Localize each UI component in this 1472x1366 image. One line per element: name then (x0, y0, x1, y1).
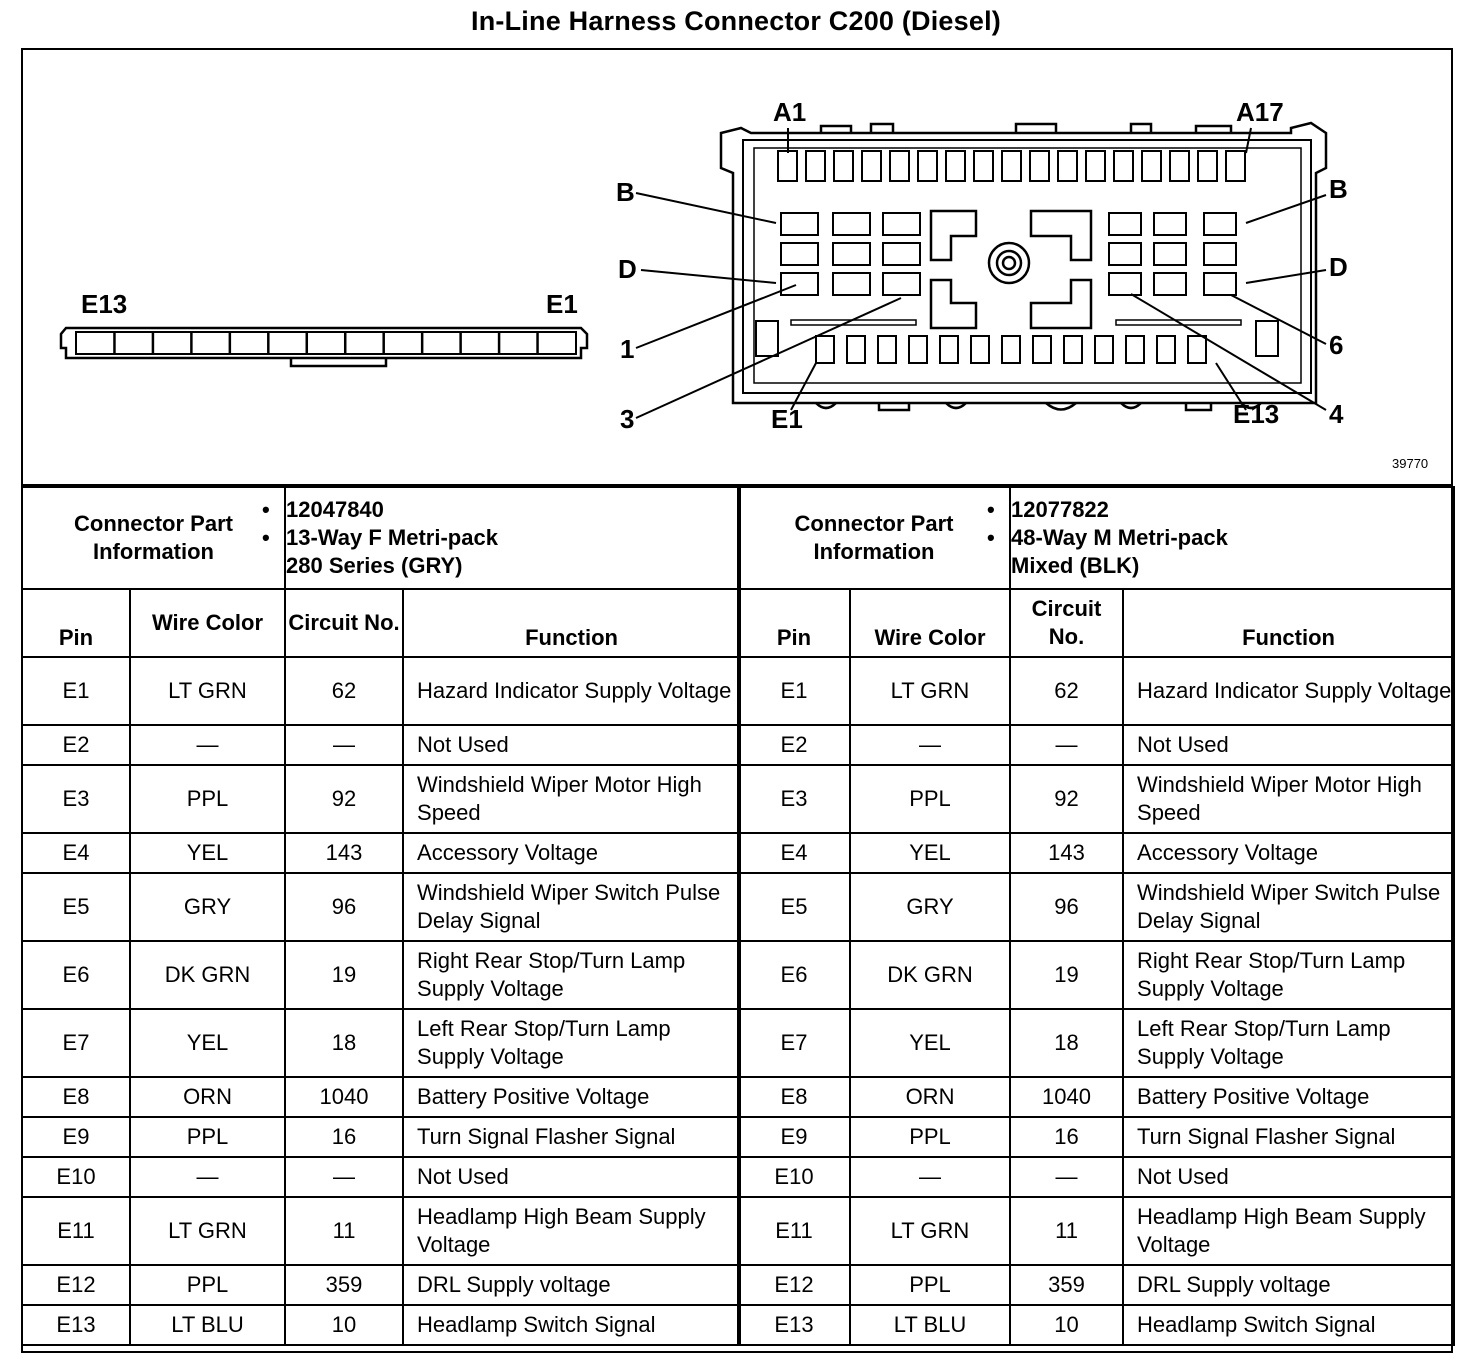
function-cell: DRL Supply voltage (403, 1265, 740, 1305)
pin-cell: E9 (738, 1117, 850, 1157)
label-e1: E1 (771, 404, 803, 434)
wire-color-cell: LT BLU (130, 1305, 285, 1345)
table-row (738, 941, 1454, 1009)
cavity-bd (1204, 243, 1236, 265)
cavity-e (816, 336, 834, 363)
wire-color-cell: YEL (130, 1009, 285, 1077)
circuit-cell: 19 (285, 941, 403, 1009)
circuit-cell: 359 (1010, 1265, 1123, 1305)
connector-type: • 13-Way F Metri-pack (286, 524, 739, 552)
cavity-bd (833, 213, 870, 235)
table-row (738, 1157, 1454, 1197)
cavity-a (918, 151, 937, 181)
cavity-a (1114, 151, 1133, 181)
circuit-cell: 62 (1010, 657, 1123, 725)
left-connector-label-e1: E1 (546, 289, 578, 319)
pin-cell: E7 (22, 1009, 130, 1077)
table-row (738, 725, 1454, 765)
pin-cell: E13 (22, 1305, 130, 1345)
cavity-e (940, 336, 958, 363)
figure-number: 39770 (1392, 456, 1429, 471)
label-e13: E13 (1233, 399, 1280, 429)
pin-cell: E8 (738, 1077, 850, 1117)
table-row (738, 1265, 1454, 1305)
part-number: • 12077822 (1011, 496, 1453, 524)
connector-info-label: Connector Part Information (22, 487, 285, 589)
label-d-left: D (618, 254, 637, 284)
function-cell: Windshield Wiper Switch Pulse Delay Signal (403, 873, 740, 941)
pin-cell: E8 (22, 1077, 130, 1117)
label-b-right: B (1329, 174, 1348, 204)
pin-cell: E4 (738, 833, 850, 873)
part-number: • 12047840 (286, 496, 739, 524)
function-cell: Windshield Wiper Motor High Speed (403, 765, 740, 833)
wire-color-cell: PPL (850, 1117, 1010, 1157)
table-body (22, 657, 740, 1345)
header-function: Function (1123, 589, 1454, 657)
header-wire-color: Wire Color (130, 589, 285, 657)
pinout-table-48-way (737, 486, 1455, 1346)
cavity-e (878, 336, 896, 363)
function-cell: Headlamp Switch Signal (1123, 1305, 1454, 1345)
table-row (738, 1077, 1454, 1117)
connector-diagram-area (21, 48, 1453, 486)
function-cell: Windshield Wiper Motor High Speed (1123, 765, 1454, 833)
cavity-e (1002, 336, 1020, 363)
pin-cell: E3 (22, 765, 130, 833)
cavity-a (1030, 151, 1049, 181)
connector-info-label: Connector Part Information (738, 487, 1010, 589)
cavity-e (909, 336, 927, 363)
cavity-a (778, 151, 797, 181)
table-row (22, 1157, 740, 1197)
circuit-cell: — (285, 1157, 403, 1197)
circuit-cell: 11 (285, 1197, 403, 1265)
cavity-bd (883, 243, 920, 265)
wire-color-cell: LT BLU (850, 1305, 1010, 1345)
cavity-bd (781, 213, 818, 235)
label-a1: A1 (773, 97, 807, 127)
circuit-cell: 18 (1010, 1009, 1123, 1077)
page-title: In-Line Harness Connector C200 (Diesel) (471, 6, 1001, 36)
pin-cell: E1 (738, 657, 850, 725)
pin-cell: E11 (22, 1197, 130, 1265)
connector-info-row (738, 487, 1454, 589)
pin-cell: E10 (738, 1157, 850, 1197)
circuit-cell: — (1010, 725, 1123, 765)
cavity-a (862, 151, 881, 181)
pin-cell: E2 (22, 725, 130, 765)
wire-color-cell: DK GRN (130, 941, 285, 1009)
function-cell: Headlamp Switch Signal (403, 1305, 740, 1345)
function-cell: Accessory Voltage (1123, 833, 1454, 873)
table-row (22, 1305, 740, 1345)
cavity-bd (1154, 273, 1186, 295)
circuit-cell: 92 (1010, 765, 1123, 833)
cavity-a (1058, 151, 1077, 181)
wire-color-cell: YEL (850, 833, 1010, 873)
function-cell: Accessory Voltage (403, 833, 740, 873)
pinout-table-13-way (21, 486, 741, 1346)
function-cell: Not Used (1123, 725, 1454, 765)
function-cell: Headlamp High Beam Supply Voltage (1123, 1197, 1454, 1265)
table-row (22, 1077, 740, 1117)
cavity-bd (1109, 243, 1141, 265)
wire-color-cell: PPL (850, 1265, 1010, 1305)
wire-color-cell: — (130, 1157, 285, 1197)
cavity-a (1170, 151, 1189, 181)
pin-cell: E5 (22, 873, 130, 941)
label-6: 6 (1329, 330, 1344, 360)
function-cell: Hazard Indicator Supply Voltage (1123, 657, 1454, 725)
wire-color-cell: LT GRN (850, 657, 1010, 725)
left-connector-pin-cells (114, 332, 537, 354)
function-cell: Not Used (403, 725, 740, 765)
wire-color-cell: PPL (130, 1117, 285, 1157)
cavity-e (1033, 336, 1051, 363)
wire-color-cell: ORN (850, 1077, 1010, 1117)
left-connector-13-way (61, 328, 587, 366)
table-row (738, 1009, 1454, 1077)
wire-color-cell: PPL (850, 765, 1010, 833)
circuit-cell: 143 (1010, 833, 1123, 873)
wire-color-cell: YEL (850, 1009, 1010, 1077)
table-row (22, 1197, 740, 1265)
header-row (738, 589, 1454, 657)
cavity-e (1095, 336, 1113, 363)
connector-diagram (21, 48, 1453, 486)
cavity-e (971, 336, 989, 363)
circuit-cell: 18 (285, 1009, 403, 1077)
table-row (22, 765, 740, 833)
label-1: 1 (620, 334, 635, 364)
wire-color-cell: GRY (130, 873, 285, 941)
label-a17: A17 (1236, 97, 1284, 127)
table-row (22, 1009, 740, 1077)
table-row (738, 765, 1454, 833)
circuit-cell: — (285, 725, 403, 765)
table-row (738, 657, 1454, 725)
pin-cell: E5 (738, 873, 850, 941)
wire-color-cell: LT GRN (850, 1197, 1010, 1265)
cavity-bd (1154, 213, 1186, 235)
cavity-e (1188, 336, 1206, 363)
circuit-cell: 359 (285, 1265, 403, 1305)
pin-cell: E3 (738, 765, 850, 833)
label-4: 4 (1329, 399, 1344, 429)
cavity-e (1126, 336, 1144, 363)
circuit-cell: 19 (1010, 941, 1123, 1009)
pin-cell: E2 (738, 725, 850, 765)
function-cell: Left Rear Stop/Turn Lamp Supply Voltage (403, 1009, 740, 1077)
cavity-e (1157, 336, 1175, 363)
cavity-a (1198, 151, 1217, 181)
circuit-cell: 1040 (1010, 1077, 1123, 1117)
circuit-cell: 11 (1010, 1197, 1123, 1265)
connector-series: 280 Series (GRY) (286, 553, 463, 578)
circuit-cell: — (1010, 1157, 1123, 1197)
pin-cell: E4 (22, 833, 130, 873)
right-connector-48-way (721, 123, 1326, 410)
circuit-cell: 1040 (285, 1077, 403, 1117)
table-row (22, 1117, 740, 1157)
cavity-e (1064, 336, 1082, 363)
circuit-cell: 143 (285, 833, 403, 873)
pin-cell: E13 (738, 1305, 850, 1345)
function-cell: DRL Supply voltage (1123, 1265, 1454, 1305)
table-row (738, 873, 1454, 941)
wire-color-cell: GRY (850, 873, 1010, 941)
function-cell: Windshield Wiper Switch Pulse Delay Signal (1123, 873, 1454, 941)
cavity-bd (833, 273, 870, 295)
circuit-cell: 92 (285, 765, 403, 833)
connector-info-list (1010, 487, 1454, 589)
cavity-bd (1154, 243, 1186, 265)
header-pin: Pin (738, 589, 850, 657)
cavity-a (834, 151, 853, 181)
wire-color-cell: — (850, 1157, 1010, 1197)
circuit-cell: 10 (285, 1305, 403, 1345)
table-body (738, 657, 1454, 1345)
label-d-right: D (1329, 252, 1348, 282)
table-row (738, 1197, 1454, 1265)
header-row (22, 589, 740, 657)
table-row (22, 873, 740, 941)
function-cell: Left Rear Stop/Turn Lamp Supply Voltage (1123, 1009, 1454, 1077)
connector-info-list (285, 487, 740, 589)
wire-color-cell: LT GRN (130, 657, 285, 725)
pin-cell: E9 (22, 1117, 130, 1157)
cavity-e (847, 336, 865, 363)
cavity-a (890, 151, 909, 181)
pin-cell: E11 (738, 1197, 850, 1265)
function-cell: Right Rear Stop/Turn Lamp Supply Voltage (403, 941, 740, 1009)
cavity-bd (781, 273, 818, 295)
cavity-bd (883, 273, 920, 295)
wire-color-cell: PPL (130, 1265, 285, 1305)
table-row (22, 1265, 740, 1305)
function-cell: Battery Positive Voltage (403, 1077, 740, 1117)
pin-cell: E6 (738, 941, 850, 1009)
cavity-a (806, 151, 825, 181)
table-row (738, 1305, 1454, 1345)
pin-cell: E10 (22, 1157, 130, 1197)
function-cell: Not Used (1123, 1157, 1454, 1197)
connector-series: Mixed (BLK) (1011, 553, 1140, 578)
table-row (22, 657, 740, 725)
label-b-left: B (616, 177, 635, 207)
circuit-cell: 16 (285, 1117, 403, 1157)
table-row (22, 941, 740, 1009)
function-cell: Headlamp High Beam Supply Voltage (403, 1197, 740, 1265)
wire-color-cell: LT GRN (130, 1197, 285, 1265)
cavity-a (946, 151, 965, 181)
function-cell: Battery Positive Voltage (1123, 1077, 1454, 1117)
table-row (738, 1117, 1454, 1157)
table-row (22, 833, 740, 873)
cavity-bd (833, 243, 870, 265)
header-circuit-no: Circuit No. (285, 589, 403, 657)
wire-color-cell: PPL (130, 765, 285, 833)
cavity-a (1226, 151, 1245, 181)
wire-color-cell: YEL (130, 833, 285, 873)
pin-cell: E7 (738, 1009, 850, 1077)
circuit-cell: 96 (1010, 873, 1123, 941)
wire-color-cell: — (130, 725, 285, 765)
table-row (22, 725, 740, 765)
function-cell: Right Rear Stop/Turn Lamp Supply Voltage (1123, 941, 1454, 1009)
cavity-a (1002, 151, 1021, 181)
label-3: 3 (620, 404, 635, 434)
wire-color-cell: — (850, 725, 1010, 765)
wire-color-cell: ORN (130, 1077, 285, 1117)
header-pin: Pin (22, 589, 130, 657)
cavity-bd (1109, 213, 1141, 235)
cavity-bd (1109, 273, 1141, 295)
pin-cell: E12 (738, 1265, 850, 1305)
cavity-bd (1204, 213, 1236, 235)
circuit-cell: 62 (285, 657, 403, 725)
header-function: Function (403, 589, 740, 657)
function-cell: Turn Signal Flasher Signal (1123, 1117, 1454, 1157)
table-row (738, 833, 1454, 873)
cavity-bd (781, 243, 818, 265)
cavity-a (974, 151, 993, 181)
pin-cell: E6 (22, 941, 130, 1009)
circuit-cell: 16 (1010, 1117, 1123, 1157)
cavity-a (1142, 151, 1161, 181)
left-connector-label-e13: E13 (81, 289, 128, 319)
connector-type: • 48-Way M Metri-pack (1011, 524, 1453, 552)
pin-cell: E12 (22, 1265, 130, 1305)
header-circuit-no: Circuit No. (1010, 589, 1123, 657)
cavity-a (1086, 151, 1105, 181)
function-cell: Not Used (403, 1157, 740, 1197)
circuit-cell: 96 (285, 873, 403, 941)
cavity-bd (883, 213, 920, 235)
cavity-bd (1204, 273, 1236, 295)
circuit-cell: 10 (1010, 1305, 1123, 1345)
connector-info-row (22, 487, 740, 589)
function-cell: Hazard Indicator Supply Voltage (403, 657, 740, 725)
wire-color-cell: DK GRN (850, 941, 1010, 1009)
function-cell: Turn Signal Flasher Signal (403, 1117, 740, 1157)
header-wire-color: Wire Color (850, 589, 1010, 657)
pin-cell: E1 (22, 657, 130, 725)
